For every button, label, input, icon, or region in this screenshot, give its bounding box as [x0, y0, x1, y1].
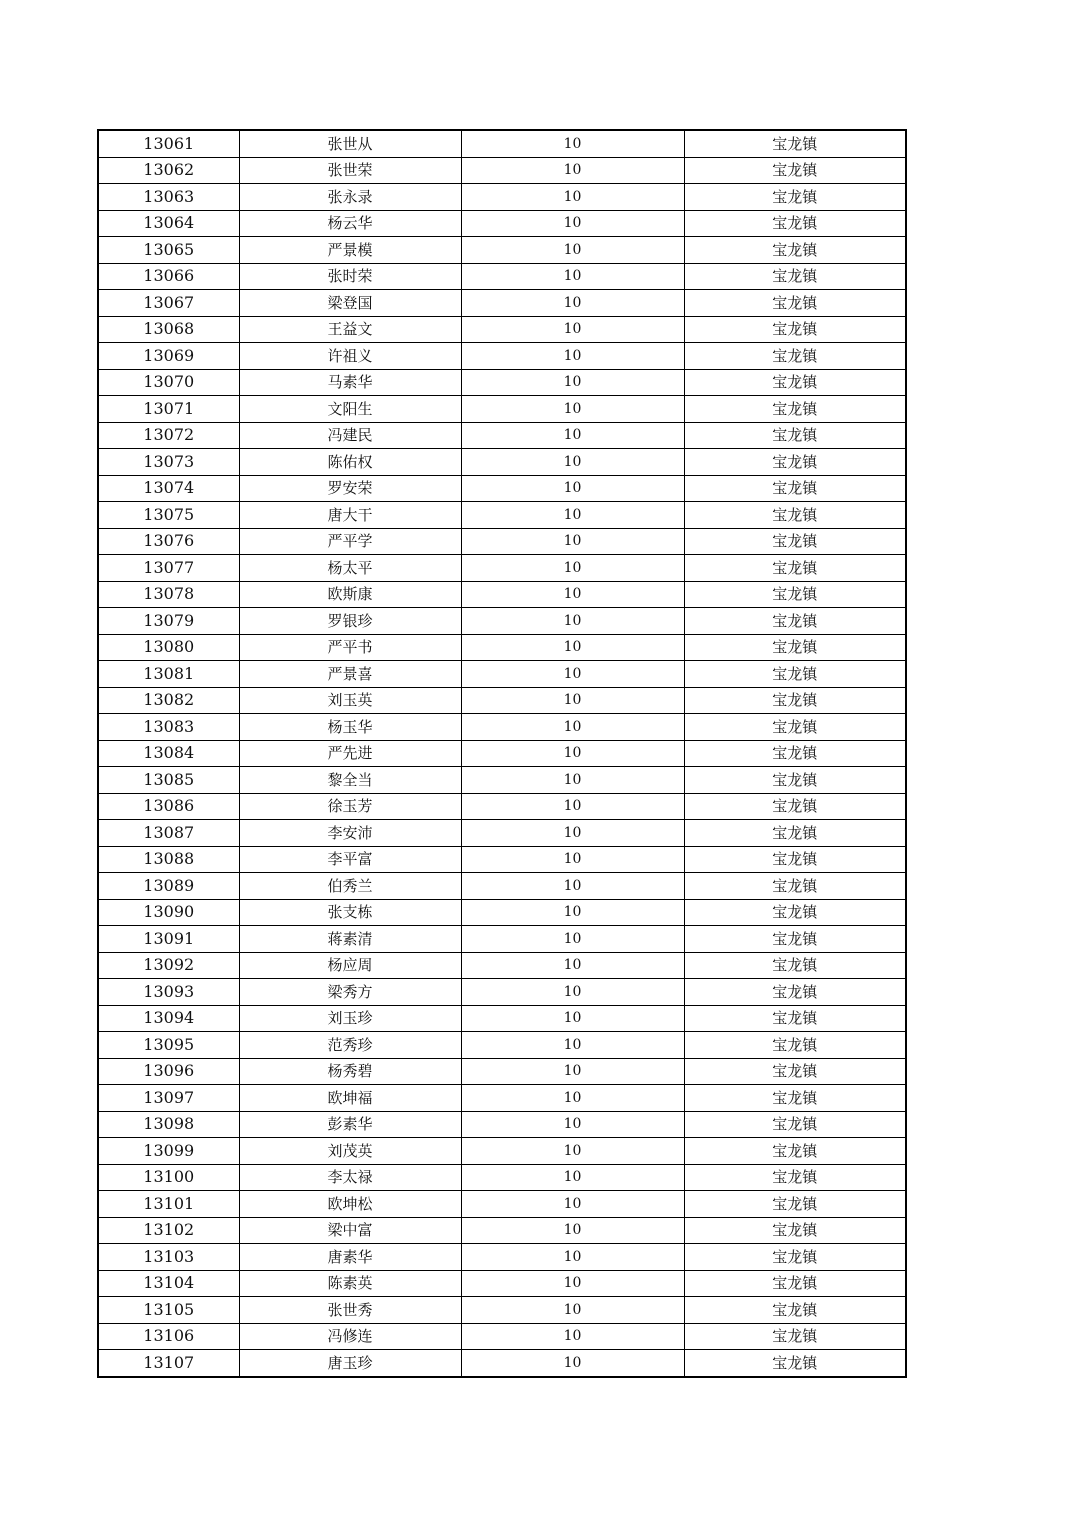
amount-cell: 10 [461, 555, 684, 582]
name-cell: 张时荣 [239, 263, 461, 290]
table-row [98, 290, 906, 317]
id-cell: 13064 [98, 210, 239, 237]
table-row [98, 714, 906, 741]
town-cell: 宝龙镇 [684, 210, 906, 237]
name-cell: 严平书 [239, 634, 461, 661]
id-cell: 13065 [98, 237, 239, 264]
name-cell: 张世秀 [239, 1297, 461, 1324]
town-cell: 宝龙镇 [684, 528, 906, 555]
amount-cell: 10 [461, 1323, 684, 1350]
table-row [98, 1085, 906, 1112]
table-row [98, 767, 906, 794]
town-cell: 宝龙镇 [684, 714, 906, 741]
name-cell: 杨秀碧 [239, 1058, 461, 1085]
table-row [98, 130, 906, 157]
table-row [98, 952, 906, 979]
town-cell: 宝龙镇 [684, 846, 906, 873]
name-cell: 冯修连 [239, 1323, 461, 1350]
id-cell: 13074 [98, 475, 239, 502]
name-cell: 张永录 [239, 184, 461, 211]
town-cell: 宝龙镇 [684, 1297, 906, 1324]
amount-cell: 10 [461, 290, 684, 317]
id-cell: 13095 [98, 1032, 239, 1059]
name-cell: 唐玉珍 [239, 1350, 461, 1377]
town-cell: 宝龙镇 [684, 1032, 906, 1059]
id-cell: 13097 [98, 1085, 239, 1112]
amount-cell: 10 [461, 1005, 684, 1032]
id-cell: 13078 [98, 581, 239, 608]
name-cell: 李太禄 [239, 1164, 461, 1191]
id-cell: 13090 [98, 899, 239, 926]
id-cell: 13086 [98, 793, 239, 820]
data-table [97, 129, 907, 1378]
table-row [98, 1005, 906, 1032]
id-cell: 13085 [98, 767, 239, 794]
name-cell: 张支栋 [239, 899, 461, 926]
table-row [98, 316, 906, 343]
name-cell: 杨云华 [239, 210, 461, 237]
town-cell: 宝龙镇 [684, 634, 906, 661]
table-row [98, 1191, 906, 1218]
amount-cell: 10 [461, 475, 684, 502]
table-row [98, 210, 906, 237]
table-row [98, 449, 906, 476]
name-cell: 范秀珍 [239, 1032, 461, 1059]
table-row [98, 263, 906, 290]
table-row [98, 793, 906, 820]
id-cell: 13096 [98, 1058, 239, 1085]
amount-cell: 10 [461, 1111, 684, 1138]
name-cell: 严景喜 [239, 661, 461, 688]
table-row [98, 237, 906, 264]
id-cell: 13091 [98, 926, 239, 953]
id-cell: 13066 [98, 263, 239, 290]
amount-cell: 10 [461, 237, 684, 264]
table-row [98, 740, 906, 767]
id-cell: 13101 [98, 1191, 239, 1218]
name-cell: 杨玉华 [239, 714, 461, 741]
id-cell: 13081 [98, 661, 239, 688]
amount-cell: 10 [461, 157, 684, 184]
town-cell: 宝龙镇 [684, 740, 906, 767]
table-row [98, 422, 906, 449]
id-cell: 13102 [98, 1217, 239, 1244]
name-cell: 严景模 [239, 237, 461, 264]
table-row [98, 157, 906, 184]
table-row [98, 634, 906, 661]
table-row [98, 979, 906, 1006]
id-cell: 13071 [98, 396, 239, 423]
amount-cell: 10 [461, 793, 684, 820]
table-row [98, 820, 906, 847]
name-cell: 陈佑权 [239, 449, 461, 476]
amount-cell: 10 [461, 661, 684, 688]
table-row [98, 661, 906, 688]
town-cell: 宝龙镇 [684, 1350, 906, 1377]
name-cell: 徐玉芳 [239, 793, 461, 820]
amount-cell: 10 [461, 1270, 684, 1297]
name-cell: 刘茂英 [239, 1138, 461, 1165]
id-cell: 13067 [98, 290, 239, 317]
table-row [98, 899, 906, 926]
town-cell: 宝龙镇 [684, 767, 906, 794]
town-cell: 宝龙镇 [684, 263, 906, 290]
amount-cell: 10 [461, 740, 684, 767]
table-row [98, 1164, 906, 1191]
town-cell: 宝龙镇 [684, 1085, 906, 1112]
table-row [98, 1032, 906, 1059]
town-cell: 宝龙镇 [684, 1270, 906, 1297]
town-cell: 宝龙镇 [684, 184, 906, 211]
town-cell: 宝龙镇 [684, 1191, 906, 1218]
name-cell: 刘玉珍 [239, 1005, 461, 1032]
id-cell: 13105 [98, 1297, 239, 1324]
town-cell: 宝龙镇 [684, 1111, 906, 1138]
town-cell: 宝龙镇 [684, 952, 906, 979]
table-row [98, 581, 906, 608]
town-cell: 宝龙镇 [684, 237, 906, 264]
name-cell: 梁秀方 [239, 979, 461, 1006]
name-cell: 罗安荣 [239, 475, 461, 502]
table-row [98, 873, 906, 900]
id-cell: 13082 [98, 687, 239, 714]
amount-cell: 10 [461, 952, 684, 979]
name-cell: 伯秀兰 [239, 873, 461, 900]
table-row [98, 528, 906, 555]
id-cell: 13083 [98, 714, 239, 741]
amount-cell: 10 [461, 926, 684, 953]
name-cell: 王益文 [239, 316, 461, 343]
id-cell: 13087 [98, 820, 239, 847]
amount-cell: 10 [461, 687, 684, 714]
town-cell: 宝龙镇 [684, 608, 906, 635]
town-cell: 宝龙镇 [684, 1164, 906, 1191]
name-cell: 刘玉英 [239, 687, 461, 714]
town-cell: 宝龙镇 [684, 1217, 906, 1244]
id-cell: 13062 [98, 157, 239, 184]
id-cell: 13077 [98, 555, 239, 582]
amount-cell: 10 [461, 899, 684, 926]
town-cell: 宝龙镇 [684, 316, 906, 343]
town-cell: 宝龙镇 [684, 396, 906, 423]
name-cell: 许祖义 [239, 343, 461, 370]
table-row [98, 608, 906, 635]
id-cell: 13061 [98, 130, 239, 157]
table-row [98, 1138, 906, 1165]
name-cell: 欧坤福 [239, 1085, 461, 1112]
amount-cell: 10 [461, 634, 684, 661]
amount-cell: 10 [461, 1350, 684, 1377]
name-cell: 罗银珍 [239, 608, 461, 635]
amount-cell: 10 [461, 873, 684, 900]
table-row [98, 846, 906, 873]
table-row [98, 1323, 906, 1350]
id-cell: 13068 [98, 316, 239, 343]
town-cell: 宝龙镇 [684, 661, 906, 688]
id-cell: 13107 [98, 1350, 239, 1377]
id-cell: 13079 [98, 608, 239, 635]
table-row [98, 1297, 906, 1324]
id-cell: 13093 [98, 979, 239, 1006]
name-cell: 杨太平 [239, 555, 461, 582]
town-cell: 宝龙镇 [684, 422, 906, 449]
id-cell: 13073 [98, 449, 239, 476]
amount-cell: 10 [461, 369, 684, 396]
name-cell: 彭素华 [239, 1111, 461, 1138]
town-cell: 宝龙镇 [684, 899, 906, 926]
amount-cell: 10 [461, 846, 684, 873]
name-cell: 陈素英 [239, 1270, 461, 1297]
table-row [98, 687, 906, 714]
amount-cell: 10 [461, 449, 684, 476]
name-cell: 梁登国 [239, 290, 461, 317]
amount-cell: 10 [461, 1085, 684, 1112]
amount-cell: 10 [461, 1191, 684, 1218]
table-row [98, 343, 906, 370]
name-cell: 马素华 [239, 369, 461, 396]
town-cell: 宝龙镇 [684, 1323, 906, 1350]
town-cell: 宝龙镇 [684, 1058, 906, 1085]
table-row [98, 1111, 906, 1138]
id-cell: 13104 [98, 1270, 239, 1297]
town-cell: 宝龙镇 [684, 290, 906, 317]
table-row [98, 1270, 906, 1297]
town-cell: 宝龙镇 [684, 873, 906, 900]
amount-cell: 10 [461, 316, 684, 343]
table-row [98, 502, 906, 529]
name-cell: 李平富 [239, 846, 461, 873]
id-cell: 13080 [98, 634, 239, 661]
id-cell: 13069 [98, 343, 239, 370]
name-cell: 黎全当 [239, 767, 461, 794]
town-cell: 宝龙镇 [684, 1005, 906, 1032]
id-cell: 13092 [98, 952, 239, 979]
id-cell: 13098 [98, 1111, 239, 1138]
amount-cell: 10 [461, 1297, 684, 1324]
town-cell: 宝龙镇 [684, 157, 906, 184]
amount-cell: 10 [461, 1244, 684, 1271]
name-cell: 唐大干 [239, 502, 461, 529]
id-cell: 13072 [98, 422, 239, 449]
town-cell: 宝龙镇 [684, 449, 906, 476]
name-cell: 欧斯康 [239, 581, 461, 608]
amount-cell: 10 [461, 528, 684, 555]
amount-cell: 10 [461, 502, 684, 529]
amount-cell: 10 [461, 130, 684, 157]
table-row [98, 1217, 906, 1244]
amount-cell: 10 [461, 184, 684, 211]
town-cell: 宝龙镇 [684, 475, 906, 502]
town-cell: 宝龙镇 [684, 581, 906, 608]
id-cell: 13088 [98, 846, 239, 873]
id-cell: 13099 [98, 1138, 239, 1165]
town-cell: 宝龙镇 [684, 926, 906, 953]
name-cell: 唐素华 [239, 1244, 461, 1271]
table-row [98, 555, 906, 582]
town-cell: 宝龙镇 [684, 820, 906, 847]
table-row [98, 475, 906, 502]
town-cell: 宝龙镇 [684, 502, 906, 529]
name-cell: 杨应周 [239, 952, 461, 979]
name-cell: 蒋素清 [239, 926, 461, 953]
table-row [98, 184, 906, 211]
name-cell: 文阳生 [239, 396, 461, 423]
table-row [98, 1058, 906, 1085]
amount-cell: 10 [461, 396, 684, 423]
amount-cell: 10 [461, 1138, 684, 1165]
name-cell: 严先进 [239, 740, 461, 767]
id-cell: 13100 [98, 1164, 239, 1191]
table-row [98, 369, 906, 396]
amount-cell: 10 [461, 714, 684, 741]
table-row [98, 396, 906, 423]
id-cell: 13094 [98, 1005, 239, 1032]
amount-cell: 10 [461, 1058, 684, 1085]
id-cell: 13063 [98, 184, 239, 211]
name-cell: 李安沛 [239, 820, 461, 847]
id-cell: 13106 [98, 1323, 239, 1350]
amount-cell: 10 [461, 210, 684, 237]
name-cell: 冯建民 [239, 422, 461, 449]
town-cell: 宝龙镇 [684, 1138, 906, 1165]
id-cell: 13103 [98, 1244, 239, 1271]
town-cell: 宝龙镇 [684, 130, 906, 157]
id-cell: 13075 [98, 502, 239, 529]
table-row [98, 926, 906, 953]
amount-cell: 10 [461, 979, 684, 1006]
name-cell: 张世荣 [239, 157, 461, 184]
amount-cell: 10 [461, 767, 684, 794]
amount-cell: 10 [461, 422, 684, 449]
town-cell: 宝龙镇 [684, 1244, 906, 1271]
amount-cell: 10 [461, 820, 684, 847]
amount-cell: 10 [461, 1217, 684, 1244]
amount-cell: 10 [461, 581, 684, 608]
name-cell: 欧坤松 [239, 1191, 461, 1218]
town-cell: 宝龙镇 [684, 687, 906, 714]
id-cell: 13070 [98, 369, 239, 396]
amount-cell: 10 [461, 608, 684, 635]
town-cell: 宝龙镇 [684, 369, 906, 396]
table-row [98, 1350, 906, 1377]
town-cell: 宝龙镇 [684, 343, 906, 370]
table-body [98, 130, 906, 1377]
table-row [98, 1244, 906, 1271]
amount-cell: 10 [461, 1164, 684, 1191]
name-cell: 严平学 [239, 528, 461, 555]
id-cell: 13089 [98, 873, 239, 900]
amount-cell: 10 [461, 263, 684, 290]
amount-cell: 10 [461, 343, 684, 370]
town-cell: 宝龙镇 [684, 555, 906, 582]
amount-cell: 10 [461, 1032, 684, 1059]
town-cell: 宝龙镇 [684, 979, 906, 1006]
id-cell: 13076 [98, 528, 239, 555]
town-cell: 宝龙镇 [684, 793, 906, 820]
id-cell: 13084 [98, 740, 239, 767]
name-cell: 张世从 [239, 130, 461, 157]
name-cell: 梁中富 [239, 1217, 461, 1244]
